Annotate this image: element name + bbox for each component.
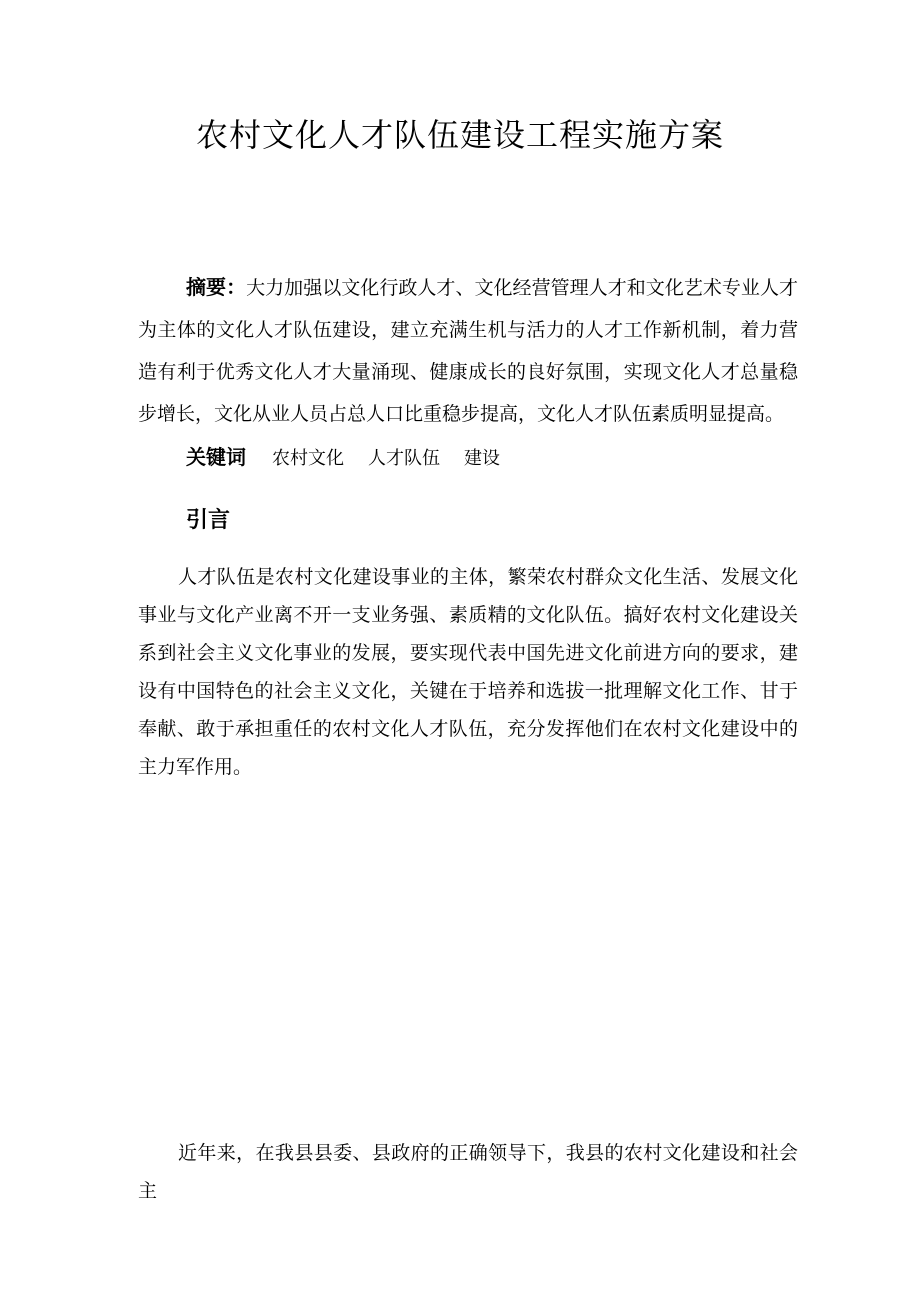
section-heading-introduction: 引言 bbox=[186, 508, 231, 533]
keywords-label: 关键词 bbox=[186, 445, 246, 469]
abstract-label: 摘要： bbox=[186, 275, 247, 299]
keyword-item: 建设 bbox=[464, 448, 500, 469]
abstract-text: 大力加强以文化行政人才、文化经营管理人才和文化艺术专业人才为主体的文化人才队伍建设，建立充满生机与活力的人才工作新机制，着力营造有利于优秀文化人才大量涌现、健康成长的良好氛围，实现文化人才总量稳步增长，文化从业人员占总人口比重稳步提高，文化人才队伍素质明显提高。 bbox=[138, 277, 799, 425]
keyword-item: 人才队伍 bbox=[368, 448, 440, 469]
body-paragraph: 近年来，在我县县委、县政府的正确领导下，我县的农村文化建设和社会主 bbox=[138, 1142, 798, 1202]
document-title: 农村文化人才队伍建设工程实施方案 bbox=[195, 116, 724, 154]
body-paragraph: 人才队伍是农村文化建设事业的主体，繁荣农村群众文化生活、发展文化事业与文化产业离不开一支业务强、素质精的文化队伍。搞好农村文化建设关系到社会主义文化事业的发展，要实现代表中国先进文化前进方向的要求，建设有中国特色的社会主义文化，关键在于培养和选拔一批理解文化工作、甘于奉献、敢于承担重任的农村文化人才队伍，充分发挥他们在农村文化建设中的主力军作用。 bbox=[138, 566, 798, 778]
keyword-item: 农村文化 bbox=[272, 448, 344, 469]
abstract-paragraph bbox=[138, 266, 798, 435]
keywords-line bbox=[186, 440, 520, 477]
